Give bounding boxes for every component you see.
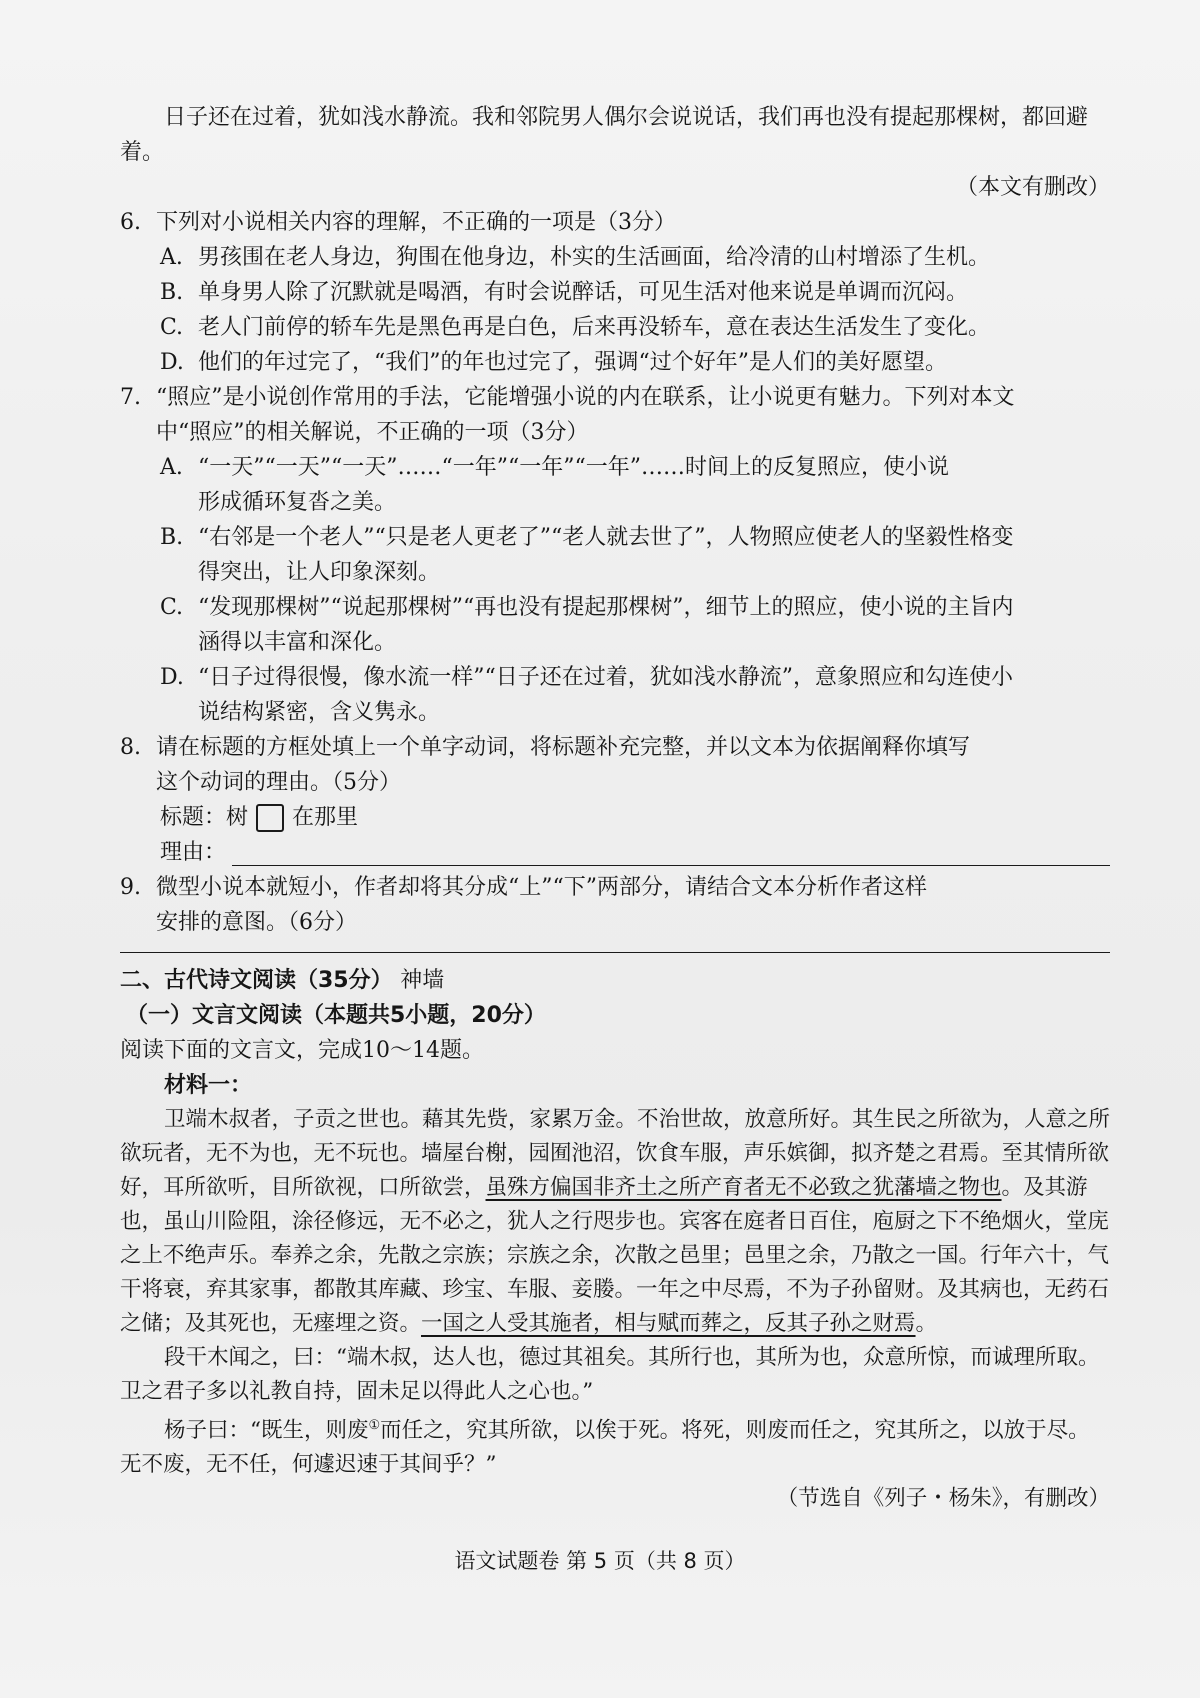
question-stem: 请在标题的方框处填上一个单字动词，将标题补充完整，并以文本为依据阐释你填写 <box>156 735 971 760</box>
underlined-sentence-2: 一国之人受其施者，相与赋而葬之，反其子孙之财焉 <box>421 1311 916 1336</box>
option-b: B. 单身男人除了沉默就是喝酒，有时会说醉话，可见生活对他来说是单调而沉闷。 <box>160 280 969 305</box>
question-stem: 微型小说本就短小，作者却将其分成“上”“下”两部分，请结合文本分析作者这样 <box>156 875 927 900</box>
source-note: （节选自《列子・杨朱》，有删改） <box>776 1486 1110 1512</box>
question-number: 8. <box>120 735 141 760</box>
question-number: 6. <box>120 210 141 235</box>
option-a: A. 男孩围在老人身边，狗围在他身边，朴实的生活画面，给冷清的山村增添了生机。 <box>160 245 991 270</box>
question-stem: “照应”是小说创作常用的手法，它能增强小说的内在联系，让小说更有魅力。下列对本文 <box>156 385 1015 410</box>
reason-row <box>120 835 1110 870</box>
footnote-marker: ① <box>368 1418 381 1433</box>
handwritten-note: 神墙 <box>400 968 445 993</box>
question-9 <box>120 870 1110 940</box>
underlined-sentence-1: 虽殊方偏国非齐土之所产育者无不必致之犹藩墙之物也 <box>485 1175 1002 1200</box>
option-b: B. “右邻是一个老人”“只是老人更老了”“老人就去世了”，人物照应使老人的坚毅性格变 <box>160 525 1014 550</box>
section-divider <box>120 952 1110 953</box>
option-c-cont: 涵得以丰富和深化。 <box>198 630 397 655</box>
title-tail: 在那里 <box>292 805 359 830</box>
section-title: 二、古代诗文阅读（35分） 神墙 <box>120 968 445 993</box>
classical-paragraph-3: 杨子曰：“既生，则废①而任之，究其所欲，以俟于死。将死，则废而任之，究其所之，以放于尽。无不废，无不任，何遽迟速于其间乎？” <box>120 1418 1090 1478</box>
option-d-cont: 说结构紧密，含义隽永。 <box>198 700 441 725</box>
title-label: 标题：树 <box>160 805 249 830</box>
option-d: D. 他们的年过完了，“我们”的年也过完了，强调“过个好年”是人们的美好愿望。 <box>160 350 947 375</box>
question-number: 7. <box>120 385 141 410</box>
option-c: C. 老人门前停的轿车先是黑色再是白色，后来再没轿车，意在表达生活发生了变化。 <box>160 315 991 340</box>
instruction: 阅读下面的文言文，完成10～14题。 <box>120 1038 484 1063</box>
reason-answer-line[interactable] <box>232 839 1110 866</box>
option-d: D. “日子过得很慢，像水流一样”“日子还在过着，犹如浅水静流”，意象照应和勾连使小 <box>160 665 1013 690</box>
material-label: 材料一： <box>164 1073 253 1098</box>
option-a-cont: 形成循环复沓之美。 <box>198 490 397 515</box>
question-stem-cont: 这个动词的理由。（5分） <box>156 770 401 795</box>
title-row <box>120 800 1110 835</box>
answer-box[interactable] <box>256 804 284 832</box>
page-content <box>120 100 1110 1516</box>
classical-paragraph-1: 卫端木叔者，子贡之世也。藉其先赀，家累万金。不治世故，放意所好。其生民之所欲为，人意之所欲玩者，无不为也，无不玩也。墙屋台榭，园囿池沼，饮食车服，声乐嫔御，拟齐楚之君焉。至其情所欲好，耳所欲听，目所欲视，口所欲尝，虽殊方偏国非齐土之所产育者无不必致之犹藩墙之物也。及其游也，虽山川险阻，涂径修远，无不必之，犹人之行咫步也。宾客在庭者日百住，庖厨之下不绝烟火，堂庑之上不绝声乐。奉养之余，先散之宗族；宗族之余，次散之邑里；邑里之余，乃散之一国。行年六十，气干将衰，弃其家事，都散其库藏、珍宝、车服、妾媵。一年之中尽焉，不为子孙留财。及其病也，无药石之储；及其死也，无瘗埋之资。一国之人受其施者，相与赋而葬之，反其子孙之财焉。 <box>120 1107 1111 1336</box>
question-stem-cont: 安排的意图。（6分） <box>156 910 357 935</box>
page-footer: 语文试题卷 第 5 页（共 8 页） <box>454 1549 746 1573</box>
question-stem-cont: 中“照应”的相关解说，不正确的一项（3分） <box>156 420 589 445</box>
option-a: A. “一天”“一天”“一天”……“一年”“一年”“一年”……时间上的反复照应，使小说 <box>160 455 949 480</box>
question-6 <box>120 205 1110 380</box>
classical-paragraph-2: 段干木闻之，曰：“端木叔，达人也，德过其祖矣。其所行也，其所为也，众意所惊，而诚理所取。卫之君子多以礼教自持，固未足以得此人之心也。” <box>120 1345 1100 1404</box>
reason-label: 理由： <box>160 840 227 865</box>
subsection-title: （一）文言文阅读（本题共5小题，20分） <box>126 1003 546 1028</box>
question-8 <box>120 730 1110 870</box>
abridged-note: （本文有删改） <box>955 175 1110 200</box>
option-b-cont: 得突出，让人印象深刻。 <box>198 560 441 585</box>
question-stem: 下列对小说相关内容的理解，不正确的一项是（3分） <box>156 210 676 235</box>
classical-text <box>120 1103 1110 1516</box>
story-ending-paragraph: 日子还在过着，犹如浅水静流。我和邻院男人偶尔会说说话，我们再也没有提起那棵树，都回避着。 <box>120 105 1089 165</box>
question-number: 9. <box>120 875 141 900</box>
option-c: C. “发现那棵树”“说起那棵树”“再也没有提起那棵树”，细节上的照应，使小说的主旨内 <box>160 595 1014 620</box>
question-7 <box>120 380 1110 730</box>
